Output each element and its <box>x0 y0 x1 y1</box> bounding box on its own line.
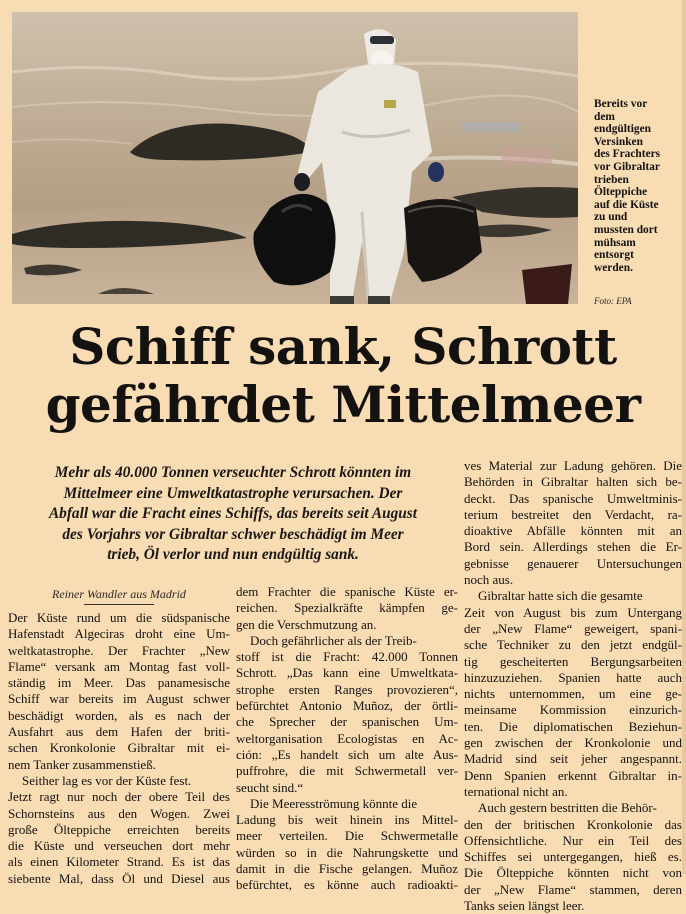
text-line: noch aus. <box>464 572 514 588</box>
page-edge <box>682 0 686 874</box>
headline-line: gefährdet Mittelmeer <box>45 375 641 434</box>
text-line: Seither lag es vor der Küste fest. <box>22 772 192 788</box>
text-line: beschädigt worden, als es nach der <box>8 707 230 723</box>
text-line: ción: „Es handelt sich um alte Aus- <box>236 746 458 762</box>
byline-rule <box>84 604 154 605</box>
text-line: meer verteilen. Die Schwermetalle <box>236 828 458 844</box>
text-line: würden so in die Nahrungskette und <box>236 844 458 860</box>
caption-line: Ölteppiche <box>594 186 648 199</box>
text-line: Offensichtliche. Nur ein Teil des <box>464 832 682 848</box>
caption-line: trieben <box>594 173 629 186</box>
text-line: befürchtet, es könne auch radioakti- <box>236 877 458 893</box>
caption-line: des Frachters <box>594 148 661 161</box>
text-line: nichts unternommen, um eine ge- <box>464 686 682 702</box>
text-line: Ladung bis weit hinein ins Mittel- <box>236 812 458 828</box>
lead-line: trieb, Öl verlor und nun endgültig sank. <box>107 546 359 564</box>
text-line: dioaktive Abfälle könnten mit an <box>464 523 682 539</box>
text-line: gebnisse genauerer Untersuchungen <box>464 555 682 571</box>
text-line: schen Kronkolonie Gibraltar mit ei- <box>8 740 230 756</box>
text-line: seucht sind.“ <box>236 779 304 795</box>
text-line: meinsame Kommission einzurich- <box>464 702 682 718</box>
text-line: damit in die Fische gelangen. Muñoz <box>236 861 458 877</box>
text-line: Hafenstadt Algeciras droht eine Um- <box>8 626 230 642</box>
text-line: strophe ersten Ranges provozieren“, <box>236 681 458 697</box>
text-line: Jetzt ragt nur noch der obere Teil des <box>8 789 230 805</box>
byline: Reiner Wandler aus Madrid <box>52 587 186 601</box>
text-line: Schornsteins aus den Wogen. Zwei <box>8 805 230 821</box>
text-line: Madrid sind seit jeher angespannt. <box>464 751 682 767</box>
text-line: weltkatastrophe. Der Frachter „New <box>8 642 230 658</box>
text-line: ten. Die diplomatischen Beziehun- <box>464 718 682 734</box>
text-line: puffrohre, die mit Schwermetall ver- <box>236 763 458 779</box>
text-line: hinzuzuziehen. Spanien hatte auch <box>464 669 682 685</box>
text-line: Schiffes sei untergegangen, hieß es. <box>464 849 682 865</box>
text-line: große Ölteppiche erreichten bereits <box>8 821 230 837</box>
lead-line: Mehr als 40.000 Tonnen verseuchter Schrott könnten im <box>54 464 412 481</box>
headline-line: Schiff sank, Schrott <box>69 317 617 376</box>
text-line: terium bestreitet den Verdacht, ra- <box>464 506 682 522</box>
text-line: Die Meeresströmung könnte die <box>250 795 418 811</box>
text-line: der „New Flame“ stammen, deren <box>464 881 682 897</box>
caption-line: mussten dort <box>594 223 658 236</box>
text-line: Flame“ versank am Montag fast voll- <box>8 658 230 674</box>
headline <box>0 318 686 434</box>
caption-line: mühsam <box>594 236 636 249</box>
caption-line: auf die Küste <box>594 198 659 211</box>
photo-credit: Foto: EPA <box>594 296 632 306</box>
text-line: Behörden in Gibraltar halten sich be- <box>464 474 682 490</box>
text-line: den der britischen Kronkolonie das <box>464 816 682 832</box>
text-line: ständig im Meer. Das panamesische <box>8 675 230 691</box>
text-line: Doch gefährlicher als der Treib- <box>250 632 417 648</box>
news-photo <box>12 12 578 304</box>
text-line: siebente Mal, dass Öl und Diesel aus <box>8 870 230 886</box>
text-line: Zeit von August bis zum Untergang <box>464 604 682 620</box>
text-line: ternational nicht an. <box>464 783 568 799</box>
lead-line: Abfall war die Fracht eines Schiffs, das bereits seit August <box>48 505 417 523</box>
text-line: che Sprecher der spanischen Um- <box>236 714 458 730</box>
text-line: ves Material zur Ladung gehören. Die <box>464 458 682 473</box>
article-column-3 <box>464 458 682 914</box>
text-line: nem Tanker zusammenstieß. <box>8 756 156 772</box>
text-line: Gibraltar hatte sich die gesamte <box>478 588 643 604</box>
photo-caption <box>594 98 680 274</box>
lead-line: Mittelmeer eine Umweltkatastrophe verursachen. Der <box>63 484 403 502</box>
text-line: Ausfahrt aus dem Hafen der briti- <box>8 724 230 740</box>
text-line: befürchtet Antonio Muñoz, der örtli- <box>236 698 458 714</box>
text-line: gen zwischen der Kronkolonie und <box>464 735 682 751</box>
caption-line: Versinken <box>594 135 643 148</box>
text-line: die Küste und verseuchen dort mehr <box>8 838 230 854</box>
text-line: als einen Kilometer Strand. Es ist das <box>8 854 230 870</box>
photo-worker-cleaning-beach <box>12 12 578 304</box>
lead-line: des Vorjahrs vor Gibraltar schwer beschädigt im Meer <box>62 525 404 543</box>
text-line: Schrott. „Das kann eine Umweltkata- <box>236 665 458 681</box>
text-line: Bord sein. Allerdings stehen die Er- <box>464 539 682 555</box>
text-line: der „New Flame“ geweigert, spani- <box>464 620 682 636</box>
caption-line: vor Gibraltar <box>594 160 660 173</box>
text-line: Der Küste rund um die südspanische <box>8 610 230 625</box>
caption-line: Bereits vor <box>594 98 648 110</box>
caption-line: zu und <box>594 211 628 224</box>
text-line: tig gescheiterten Bergungsarbeiten <box>464 653 682 669</box>
text-line: Tanks seien längst leer. <box>464 898 585 914</box>
caption-line: werden. <box>594 261 633 274</box>
text-line: stoff ist die Fracht: 42.000 Tonnen <box>236 649 458 665</box>
text-line: Denn Spanien erkennt Gibraltar in- <box>464 767 682 783</box>
caption-line: endgültigen <box>594 123 651 136</box>
article-column-1 <box>8 610 230 887</box>
caption-line: dem <box>594 110 615 123</box>
text-line: deckt. Das spanische Umweltminis- <box>464 490 682 506</box>
text-line: Die Ölteppiche könnten nicht von <box>464 865 682 881</box>
text-line: dem Frachter die spanische Küste er- <box>236 584 458 599</box>
text-line: Auch gestern bestritten die Behör- <box>478 800 657 816</box>
text-line: sche Techniker zu den jetzt endgül- <box>464 637 682 653</box>
text-line: Schiff war bereits im August schwer <box>8 691 230 707</box>
text-line: weltorganisation Ecologistas en Ac- <box>236 730 458 746</box>
article-column-2 <box>236 584 458 894</box>
text-line: reichen. Spezialkräfte kämpfen ge- <box>236 600 458 616</box>
text-line: gen die Verschmutzung an. <box>236 616 377 632</box>
caption-line: entsorgt <box>594 249 634 262</box>
lead-paragraph <box>6 463 460 566</box>
